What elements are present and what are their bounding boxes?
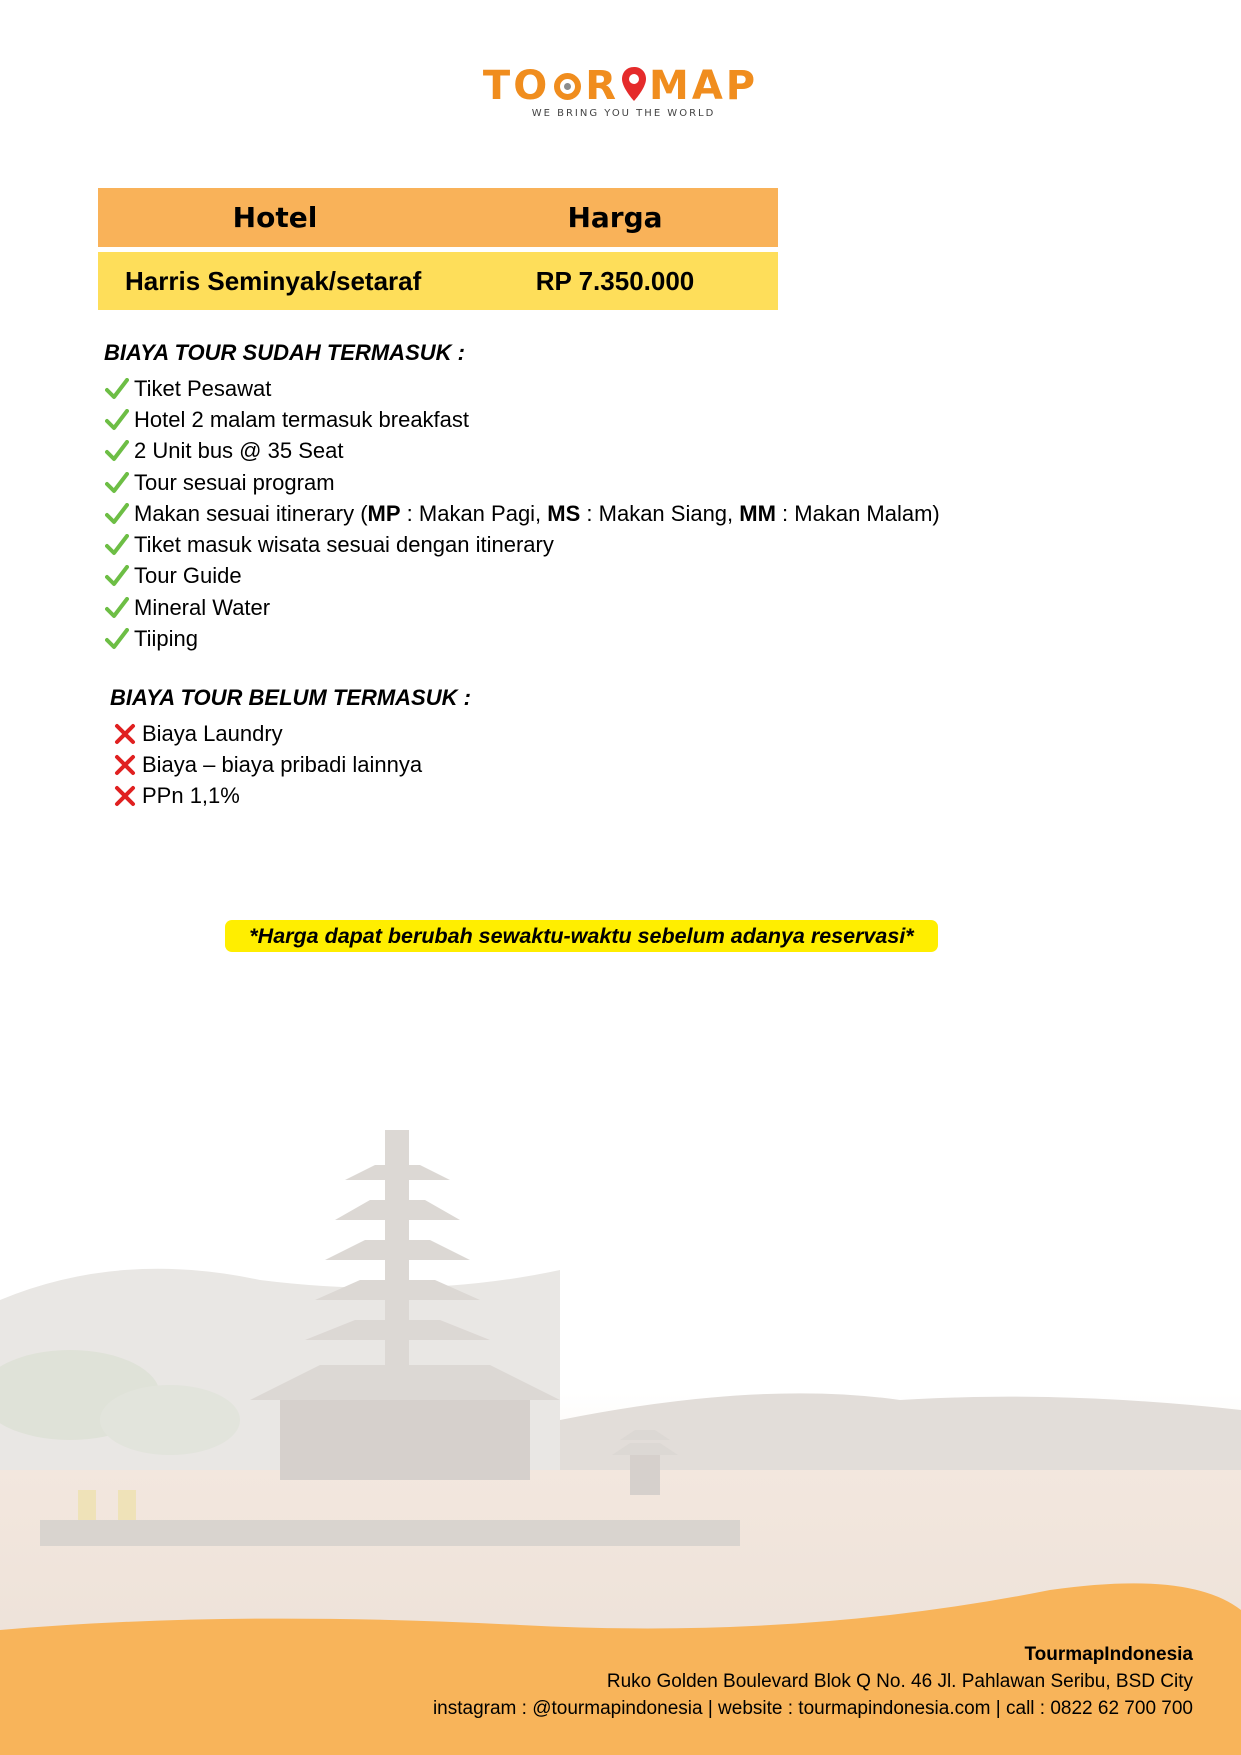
excluded-title: BIAYA TOUR BELUM TERMASUK : — [110, 685, 471, 710]
included-item-text: Hotel 2 malam termasuk breakfast — [134, 406, 470, 432]
footer-contact-info: instagram : @tourmapindonesia | website : tourmapindonesia.com | call : 0822 62 700 700 — [432, 1698, 1193, 1719]
list-item — [103, 404, 940, 435]
check-icon — [103, 503, 131, 525]
price-change-note: *Harga dapat berubah sewaktu-waktu sebelum adanya reservasi* — [225, 920, 938, 952]
excluded-item-text: Biaya Laundry — [142, 720, 283, 746]
included-item-text: Tiket masuk wisata sesuai dengan itinerary — [134, 532, 554, 558]
logo-globe-icon — [554, 73, 581, 100]
excluded-list — [111, 718, 422, 811]
check-icon — [103, 597, 131, 619]
brand-logo — [0, 64, 1241, 119]
check-icon — [103, 472, 131, 494]
check-icon — [103, 628, 131, 650]
check-icon — [103, 409, 131, 431]
logo-text-part1: TO — [482, 63, 551, 109]
check-icon — [103, 534, 131, 556]
cell-hotel-name: Harris Seminyak/setaraf — [125, 265, 422, 296]
included-title: BIAYA TOUR SUDAH TERMASUK : — [104, 340, 465, 365]
included-item-text: Tiiping — [134, 626, 198, 652]
list-item — [111, 780, 422, 811]
cross-icon — [111, 723, 139, 745]
included-item-text: 2 Unit bus @ 35 Seat — [134, 438, 344, 464]
excluded-item-text: Biaya – biaya pribadi lainnya — [142, 751, 423, 777]
price-table-header — [98, 188, 778, 247]
included-item-text: Tour Guide — [134, 563, 242, 589]
list-item-meals — [103, 498, 940, 529]
excluded-item-text: PPn 1,1% — [142, 782, 240, 808]
cell-price: RP 7.350.000 — [535, 265, 695, 296]
list-item — [111, 749, 422, 780]
included-list — [103, 373, 940, 655]
logo-tagline: WE BRING YOU THE WORLD — [531, 108, 716, 119]
footer-contact — [433, 1641, 1193, 1722]
header-hotel: Hotel — [232, 201, 318, 234]
list-item — [103, 592, 940, 623]
list-item — [111, 718, 422, 749]
table-row — [98, 252, 778, 310]
logo-text-part2: R — [585, 63, 620, 109]
footer-company-name: TourmapIndonesia — [1024, 1644, 1193, 1665]
check-icon — [103, 440, 131, 462]
list-item — [103, 436, 940, 467]
logo-wordmark — [483, 64, 758, 108]
meal-item-text: Makan sesuai itinerary (MP : Makan Pagi, MS : Makan Siang, MM : Makan Malam) — [134, 500, 940, 526]
check-icon — [103, 378, 131, 400]
cross-icon — [111, 785, 139, 807]
list-item — [103, 373, 940, 404]
footer-address: Ruko Golden Boulevard Blok Q No. 46 Jl. Pahlawan Seribu, BSD City — [606, 1671, 1193, 1692]
logo-text-part3: MAP — [649, 63, 759, 109]
cross-icon — [111, 754, 139, 776]
list-item — [103, 467, 940, 498]
check-icon — [103, 565, 131, 587]
price-table — [98, 188, 778, 310]
list-item — [103, 529, 940, 560]
list-item — [103, 623, 940, 654]
included-item-text: Tour sesuai program — [134, 469, 335, 495]
included-item-text: Tiket Pesawat — [134, 375, 272, 401]
included-item-text: Mineral Water — [134, 594, 271, 620]
list-item — [103, 561, 940, 592]
header-harga: Harga — [567, 201, 663, 234]
map-pin-icon — [621, 66, 647, 102]
